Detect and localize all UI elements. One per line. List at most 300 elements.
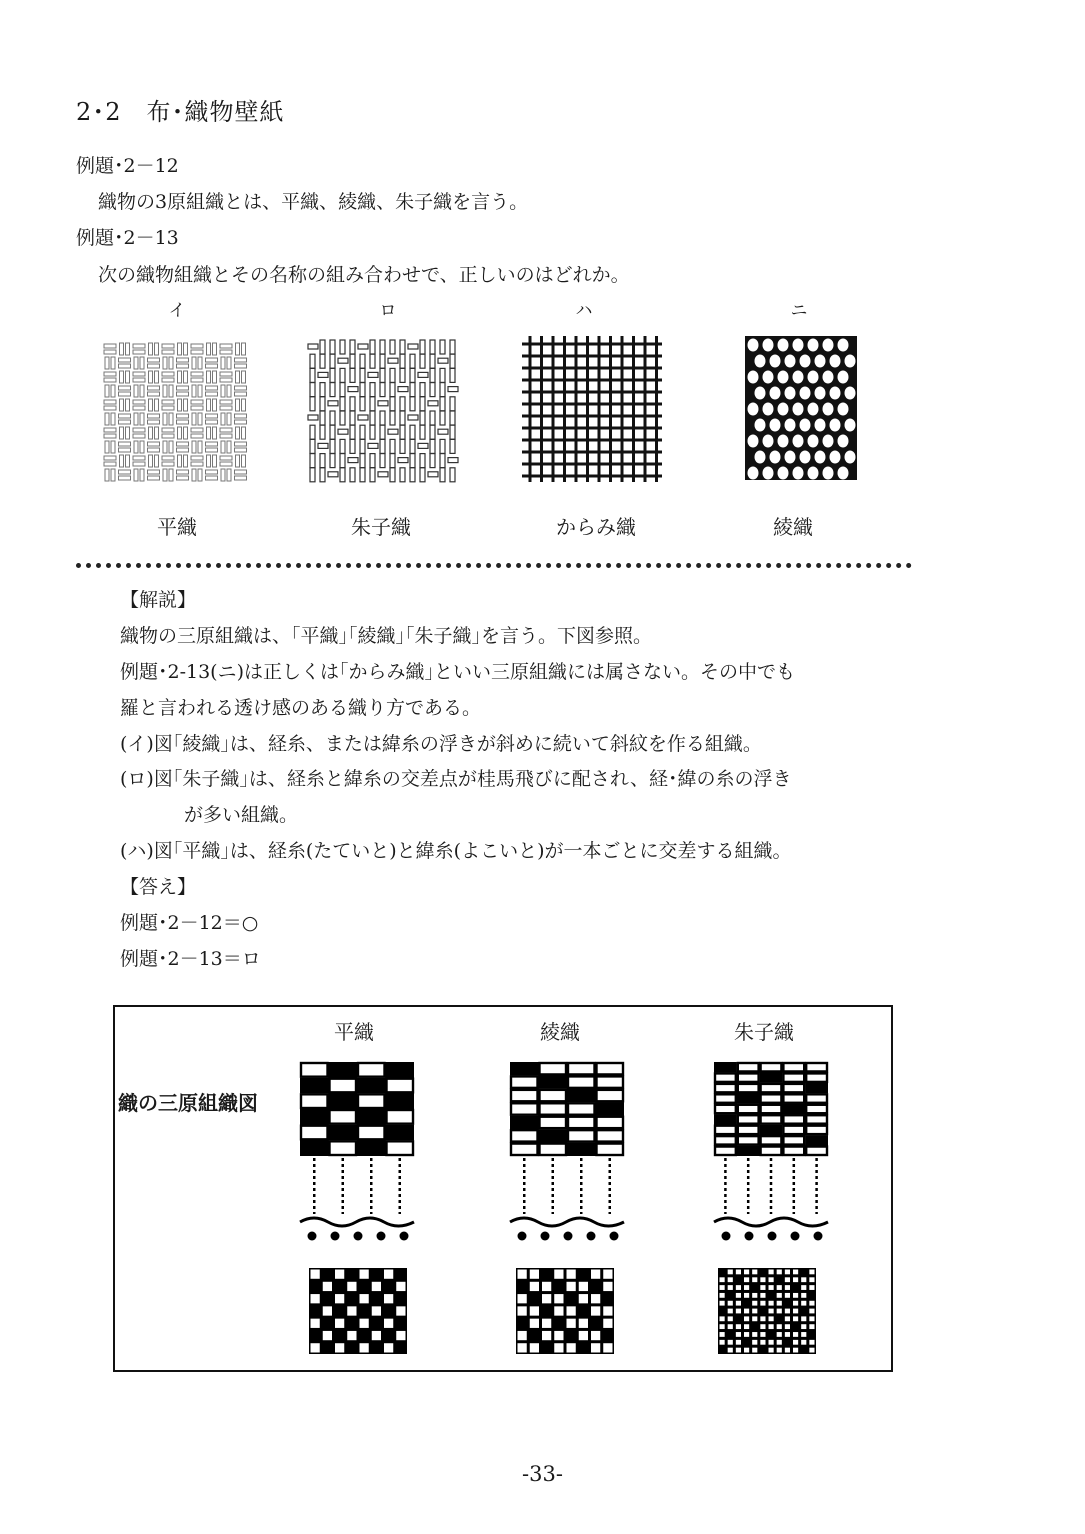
weave-mark xyxy=(785,1277,790,1282)
weave-mark xyxy=(791,1232,800,1241)
weave-mark xyxy=(330,439,335,453)
weave-mark xyxy=(370,411,375,425)
weave-mark xyxy=(744,1285,749,1290)
weave-mark xyxy=(738,1136,759,1144)
weave-mark xyxy=(567,1306,576,1315)
weave-mark xyxy=(761,1084,782,1092)
weave-mark xyxy=(155,371,159,383)
weave-mark xyxy=(149,427,153,439)
weave-mark xyxy=(380,411,385,425)
weave-mark xyxy=(235,476,247,480)
weave-mark xyxy=(590,358,597,366)
weave-mark xyxy=(838,339,849,352)
weave-mark xyxy=(386,1093,415,1109)
weave-mark xyxy=(348,387,358,392)
weave-mark xyxy=(134,413,138,425)
weave-mark xyxy=(301,1094,328,1108)
weave-mark xyxy=(541,1232,550,1241)
answer-line: 例題･2－13＝ロ xyxy=(120,948,261,970)
weave-mark xyxy=(335,1319,344,1328)
weave-mark xyxy=(806,1094,827,1102)
weave-mark xyxy=(227,357,231,369)
weave-mark xyxy=(140,357,144,369)
weave-mark xyxy=(220,372,232,376)
weave-mark xyxy=(736,1340,741,1345)
weave-mark xyxy=(235,392,247,396)
weave-mark xyxy=(111,385,115,397)
weave-mark xyxy=(567,1282,576,1291)
weave-mark xyxy=(220,456,232,460)
weave-mark xyxy=(358,1094,385,1108)
weave-mark xyxy=(544,382,551,390)
weave-mark xyxy=(378,472,388,477)
weave-mark xyxy=(438,358,448,363)
weave-mark xyxy=(119,386,131,390)
weave-mark xyxy=(624,370,631,378)
weave-mark xyxy=(777,1348,782,1353)
weave-mark xyxy=(300,1218,414,1226)
weave-mark xyxy=(148,358,160,362)
weave-mark xyxy=(736,1293,741,1298)
weave-mark xyxy=(177,364,189,368)
weave-mark xyxy=(590,430,597,438)
weave-mark xyxy=(133,400,145,404)
weave-mark xyxy=(636,358,643,366)
weave-mark xyxy=(736,1301,741,1306)
weave-mark xyxy=(400,411,405,425)
weave-mark xyxy=(318,372,328,377)
weave-mark xyxy=(815,419,826,432)
weave-mark xyxy=(350,468,355,482)
weave-mark xyxy=(330,340,335,354)
weave-mark xyxy=(823,403,834,416)
weave-mark xyxy=(511,1090,538,1101)
weave-mark xyxy=(728,1324,733,1329)
weave-mark xyxy=(793,371,804,384)
weave-mark xyxy=(763,339,774,352)
weave-mark xyxy=(330,454,335,468)
weave-mark xyxy=(301,1126,328,1140)
weave-mark xyxy=(720,1285,725,1290)
weave-mark xyxy=(430,354,435,368)
weave-mark xyxy=(838,371,849,384)
weave-mark xyxy=(568,1117,595,1128)
weave-mark xyxy=(748,371,759,384)
weave-mark xyxy=(119,392,131,396)
weave-mark xyxy=(760,1324,765,1329)
weave-mark xyxy=(793,1270,798,1275)
weave-mark xyxy=(163,357,167,369)
weave-mark xyxy=(235,414,247,418)
weave-mark xyxy=(358,415,368,420)
weave-mark xyxy=(198,469,202,481)
weave-mark xyxy=(590,406,597,414)
weave-mark xyxy=(169,357,173,369)
weave-mark xyxy=(823,435,834,448)
weave-mark xyxy=(177,470,189,474)
weave-mark xyxy=(329,1093,358,1109)
weave-mark xyxy=(400,1232,409,1241)
weave-mark xyxy=(388,429,398,434)
weave-mark xyxy=(450,397,455,411)
weave-mark xyxy=(440,397,445,411)
weave-mark xyxy=(760,1332,765,1337)
weave-mark xyxy=(235,442,247,446)
weave-mark xyxy=(310,397,315,411)
weave-mark xyxy=(450,340,455,354)
weave-mark xyxy=(579,1282,588,1291)
weave-mark xyxy=(567,358,574,366)
weave-mark xyxy=(752,1309,757,1314)
weave-mark xyxy=(320,425,325,439)
weave-mark xyxy=(335,1294,344,1303)
weave-mark xyxy=(777,1332,782,1337)
weave-mark xyxy=(310,383,315,397)
weave-mark xyxy=(338,358,348,363)
weave-mark xyxy=(104,350,116,354)
weave-mark xyxy=(624,418,631,426)
figure-column-plain: 平織 xyxy=(334,1020,374,1044)
weave-mark xyxy=(347,1282,356,1291)
weave-mark xyxy=(207,399,211,411)
weave-mark xyxy=(380,368,385,382)
weave-mark xyxy=(801,1285,806,1290)
choice-label-ni: ニ xyxy=(790,301,808,321)
weave-mark xyxy=(601,418,608,426)
weave-mark xyxy=(714,1114,737,1124)
weave-mark xyxy=(120,427,124,439)
weave-mark xyxy=(769,1316,774,1321)
weave-mark xyxy=(714,1062,737,1072)
weave-mark xyxy=(329,1062,358,1078)
weave-mark xyxy=(119,476,131,480)
weave-mark xyxy=(809,1316,814,1321)
weave-mark xyxy=(388,358,398,363)
fabric-image-ha xyxy=(522,336,662,482)
weave-mark xyxy=(800,387,811,400)
weave-mark xyxy=(540,1144,567,1155)
weave-mark xyxy=(544,406,551,414)
weave-mark xyxy=(783,1073,804,1081)
weave-mark xyxy=(126,371,130,383)
weave-mark xyxy=(567,382,574,390)
weave-mark xyxy=(320,383,325,397)
weave-mark xyxy=(323,1282,332,1291)
weave-mark xyxy=(148,420,160,424)
weave-mark xyxy=(511,1076,538,1087)
weave-mark xyxy=(155,455,159,467)
weave-mark xyxy=(360,1343,369,1352)
weave-mark xyxy=(227,441,231,453)
weave-mark xyxy=(340,411,345,425)
weave-mark xyxy=(384,1270,393,1279)
weave-mark xyxy=(510,1116,539,1129)
weave-mark xyxy=(760,1277,765,1282)
weave-mark xyxy=(357,1109,386,1125)
weave-mark xyxy=(793,1332,798,1337)
weave-mark xyxy=(192,469,196,481)
weave-mark xyxy=(806,1126,827,1134)
weave-mark xyxy=(532,394,539,402)
weave-mark xyxy=(105,357,109,369)
satin-weave-grid xyxy=(718,1268,816,1354)
weave-mark xyxy=(736,1348,741,1353)
weave-mark xyxy=(511,1130,538,1141)
weave-mark xyxy=(785,1316,790,1321)
weave-mark xyxy=(177,414,189,418)
weave-mark xyxy=(838,403,849,416)
weave-mark xyxy=(511,1144,538,1155)
weave-mark xyxy=(430,425,435,439)
weave-mark xyxy=(715,1084,736,1092)
weave-mark xyxy=(227,413,231,425)
weave-mark xyxy=(191,344,203,348)
weave-mark xyxy=(357,1078,386,1094)
weave-mark xyxy=(777,1285,782,1290)
weave-mark xyxy=(360,383,365,397)
weave-mark xyxy=(163,413,167,425)
weave-mark xyxy=(777,1340,782,1345)
weave-mark xyxy=(597,1063,624,1074)
weave-mark xyxy=(360,468,365,482)
weave-mark xyxy=(720,1316,725,1321)
weave-mark xyxy=(140,385,144,397)
weave-mark xyxy=(191,428,203,432)
weave-mark xyxy=(806,1063,827,1071)
weave-mark xyxy=(155,343,159,355)
weave-mark xyxy=(440,368,445,382)
weave-mark xyxy=(340,397,345,411)
weave-mark xyxy=(567,1089,596,1102)
weave-mark xyxy=(738,1126,759,1134)
weave-mark xyxy=(428,472,438,477)
weave-mark xyxy=(418,372,428,377)
explanation-line: が多い組織。 xyxy=(184,804,299,826)
weave-mark xyxy=(396,1306,405,1315)
weave-mark xyxy=(801,1301,806,1306)
twill-weave-grid xyxy=(516,1268,614,1354)
weave-mark xyxy=(162,372,174,376)
weave-mark xyxy=(800,355,811,368)
weave-mark xyxy=(778,371,789,384)
weave-mark xyxy=(177,442,189,446)
weave-mark xyxy=(119,414,131,418)
weave-mark xyxy=(450,439,455,453)
weave-mark xyxy=(567,1143,596,1156)
weave-mark xyxy=(748,467,759,480)
option-name-i: 平織 xyxy=(157,515,197,539)
weave-mark xyxy=(793,1316,798,1321)
weave-mark xyxy=(384,1294,393,1303)
weave-mark xyxy=(378,401,388,406)
weave-mark xyxy=(310,439,315,453)
weave-mark xyxy=(387,1110,414,1124)
weave-mark xyxy=(213,455,217,467)
explanation-line: (ハ)図｢平織｣は、経糸(たていと)と緯糸(よこいと)が一本ごとに交差する組織。 xyxy=(120,840,792,862)
weave-mark xyxy=(104,434,116,438)
weave-mark xyxy=(330,1110,357,1124)
weave-mark xyxy=(578,394,585,402)
weave-mark xyxy=(350,368,355,382)
weave-mark xyxy=(809,1301,814,1306)
weave-mark xyxy=(420,354,425,368)
weave-mark xyxy=(236,427,240,439)
weave-mark xyxy=(736,1324,741,1329)
weave-mark xyxy=(728,1309,733,1314)
weave-mark xyxy=(192,441,196,453)
weave-mark xyxy=(330,383,335,397)
weave-mark xyxy=(235,364,247,368)
weave-mark xyxy=(736,1332,741,1337)
weave-mark xyxy=(752,1270,757,1275)
weave-mark xyxy=(769,1270,774,1275)
weave-mark xyxy=(603,1306,612,1315)
weave-mark xyxy=(647,370,654,378)
weave-mark xyxy=(308,415,318,420)
weave-mark xyxy=(242,371,246,383)
option-name-ha: からみ織 xyxy=(556,515,636,539)
weave-mark xyxy=(350,397,355,411)
weave-mark xyxy=(783,1115,804,1123)
weave-mark xyxy=(647,394,654,402)
weave-mark xyxy=(311,1343,320,1352)
plain-weave-diagram xyxy=(300,1062,415,1242)
weave-mark xyxy=(119,420,131,424)
weave-mark xyxy=(450,368,455,382)
weave-mark xyxy=(578,466,585,474)
weave-mark xyxy=(555,442,562,450)
weave-mark xyxy=(320,411,325,425)
weave-mark xyxy=(111,357,115,369)
weave-mark xyxy=(783,1084,804,1092)
weave-mark xyxy=(613,382,620,390)
weave-mark xyxy=(518,1331,527,1340)
weave-mark xyxy=(808,371,819,384)
weave-mark xyxy=(410,454,415,468)
weave-mark xyxy=(370,468,375,482)
weave-mark xyxy=(235,358,247,362)
weave-mark xyxy=(350,411,355,425)
weave-mark xyxy=(350,425,355,439)
weave-mark xyxy=(440,383,445,397)
weave-mark xyxy=(420,468,425,482)
weave-mark xyxy=(720,1277,725,1282)
weave-mark xyxy=(728,1348,733,1353)
weave-mark xyxy=(793,1309,798,1314)
weave-mark xyxy=(567,454,574,462)
section-title: 2･2 布･織物壁紙 xyxy=(76,98,285,126)
option-name-ro: 朱子織 xyxy=(351,515,411,539)
weave-mark xyxy=(555,466,562,474)
weave-mark xyxy=(111,441,115,453)
weave-mark xyxy=(830,355,841,368)
weave-mark xyxy=(555,370,562,378)
weave-mark xyxy=(440,340,445,354)
weave-mark xyxy=(390,340,395,354)
weave-mark xyxy=(430,454,435,468)
weave-mark xyxy=(178,371,182,383)
weave-mark xyxy=(785,1293,790,1298)
weave-mark xyxy=(737,1146,760,1156)
weave-mark xyxy=(752,1293,757,1298)
weave-mark xyxy=(213,399,217,411)
weave-mark xyxy=(530,1282,539,1291)
weave-mark xyxy=(603,1319,612,1328)
weave-mark xyxy=(450,425,455,439)
weave-mark xyxy=(140,441,144,453)
weave-mark xyxy=(720,1324,725,1329)
weave-mark xyxy=(207,371,211,383)
weave-mark xyxy=(568,1103,595,1114)
weave-mark xyxy=(778,339,789,352)
weave-mark xyxy=(133,456,145,460)
weave-mark xyxy=(715,1126,736,1134)
weave-mark xyxy=(347,1306,356,1315)
weave-mark xyxy=(220,406,232,410)
weave-mark xyxy=(126,343,130,355)
choice-label-i: イ xyxy=(168,301,186,321)
weave-mark xyxy=(162,378,174,382)
answer-heading: 【答え】 xyxy=(120,876,197,898)
weave-mark xyxy=(801,1293,806,1298)
weave-mark xyxy=(748,403,759,416)
weave-mark xyxy=(311,1294,320,1303)
weave-mark xyxy=(184,399,188,411)
weave-mark xyxy=(613,430,620,438)
weave-mark xyxy=(235,448,247,452)
weave-mark xyxy=(398,387,408,392)
weave-mark xyxy=(770,451,781,464)
weave-mark xyxy=(530,1343,539,1352)
weave-mark xyxy=(809,1285,814,1290)
weave-mark xyxy=(163,385,167,397)
weave-mark xyxy=(308,1232,317,1241)
weave-mark xyxy=(769,1285,774,1290)
weave-mark xyxy=(300,1109,329,1125)
weave-mark xyxy=(372,1331,381,1340)
weave-mark xyxy=(769,1340,774,1345)
weave-mark xyxy=(597,1090,624,1101)
weave-mark xyxy=(532,370,539,378)
weave-mark xyxy=(720,1293,725,1298)
weave-mark xyxy=(511,1103,538,1114)
weave-mark xyxy=(220,428,232,432)
weave-mark xyxy=(715,1094,736,1102)
weave-mark xyxy=(769,1277,774,1282)
weave-mark xyxy=(386,1125,415,1141)
weave-mark xyxy=(542,1282,551,1291)
weave-mark xyxy=(770,387,781,400)
weave-mark xyxy=(567,1343,576,1352)
weave-mark xyxy=(104,378,116,382)
weave-mark xyxy=(597,1117,624,1128)
weave-mark xyxy=(778,435,789,448)
weave-mark xyxy=(752,1316,757,1321)
weave-mark xyxy=(715,1105,736,1113)
weave-mark xyxy=(169,385,173,397)
weave-mark xyxy=(323,1306,332,1315)
weave-mark xyxy=(720,1332,725,1337)
weave-mark xyxy=(783,1147,804,1155)
weave-mark xyxy=(793,435,804,448)
weave-mark xyxy=(120,399,124,411)
weave-mark xyxy=(738,1084,759,1092)
weave-mark xyxy=(448,387,458,392)
example-12-text: 織物の3原組織とは、平織、綾織、朱子織を言う。 xyxy=(98,191,529,213)
weave-mark xyxy=(540,1090,567,1101)
weave-mark xyxy=(793,339,804,352)
weave-mark xyxy=(785,387,796,400)
